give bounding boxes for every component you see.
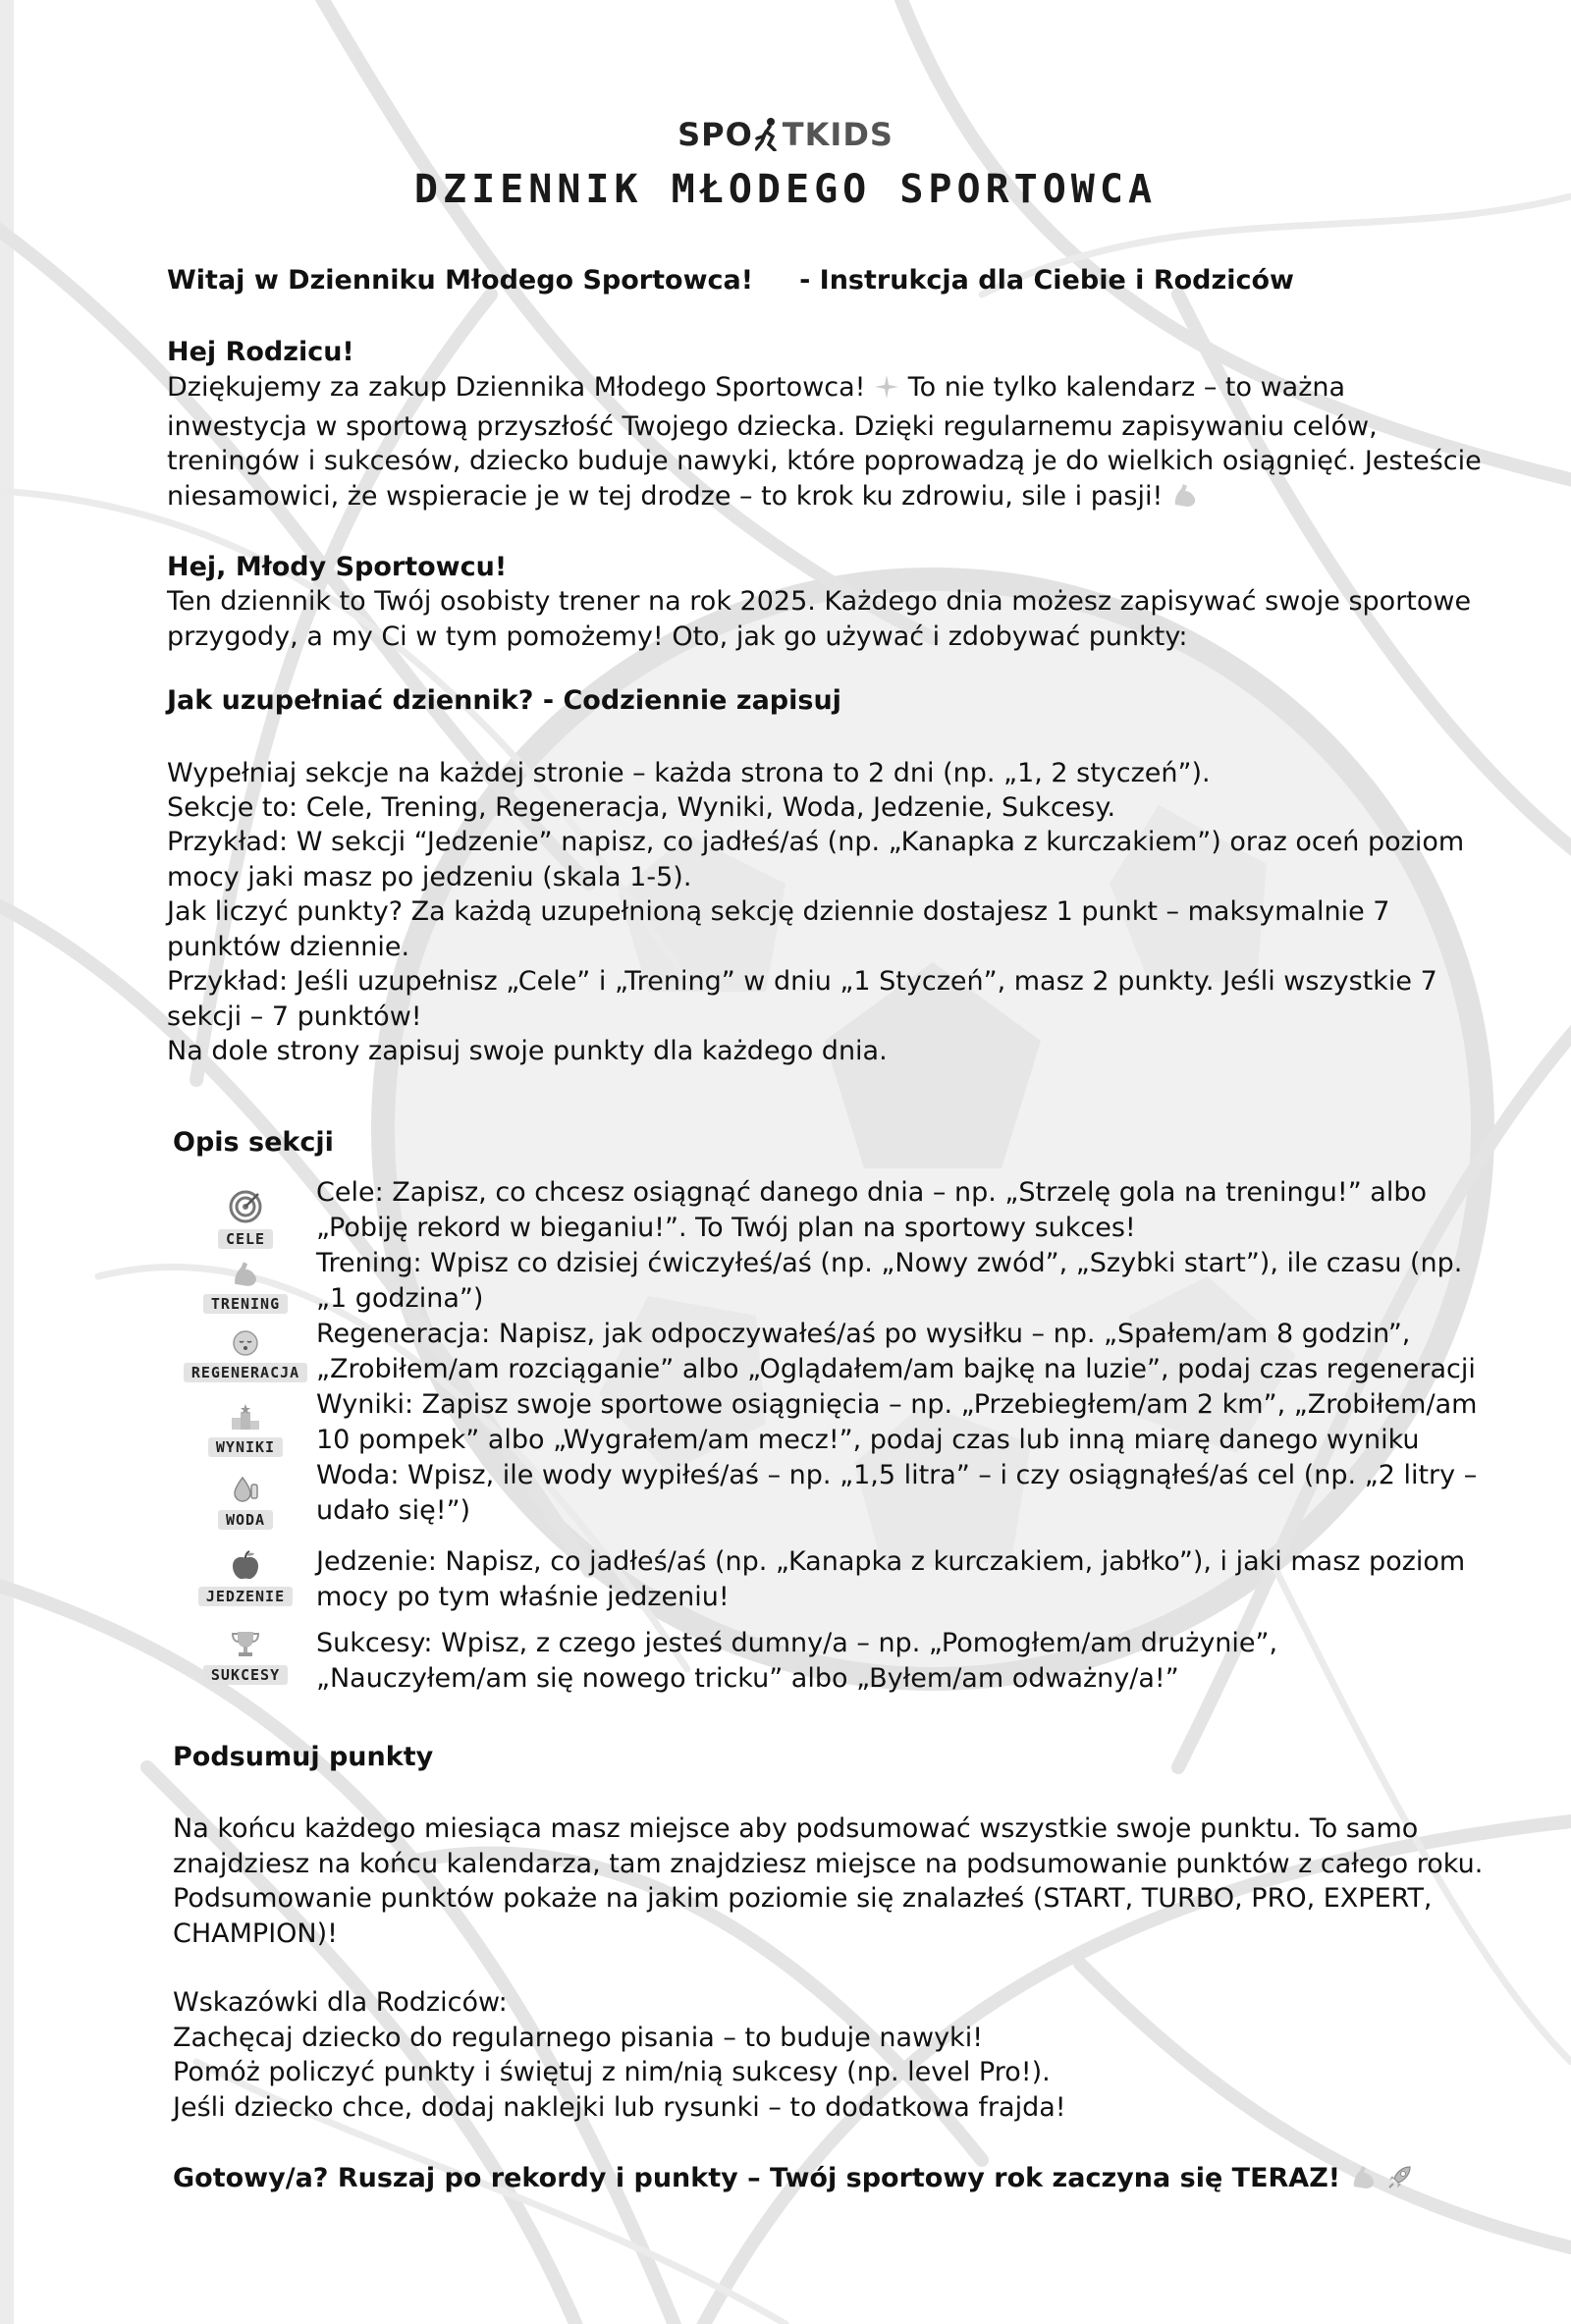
section-icon-wyniki [177,1402,314,1457]
closing-text: Gotowy/a? Ruszaj po rekordy i punkty – Twój sportowy rok zaczyna się TERAZ! [173,2163,1341,2193]
summary-heading: Podsumuj punkty [173,1742,434,1772]
section-icon-woda [177,1475,314,1530]
water-icon [231,1475,260,1504]
page-title: DZIENNIK MŁODEGO SPORTOWCA [413,167,1158,212]
flexed-biceps-icon [1350,2163,1378,2200]
kid-paragraph: Ten dziennik to Twój osobisty trener na rok 2025. Każdego dnia możesz zapisywać swoje sportowe przygody, a my Ci w tym pomożemy! Oto, jak go używać i zdobywać punkty: [167,586,1472,652]
section-icon-trening [177,1259,314,1314]
sleep-icon [232,1329,259,1357]
section-text-regeneracja: Regeneracja: Napisz, jak odpoczywałeś/aś po wysiłku – np. „Spałem/am 8 godzin”, „Zrobiłem/am rozciąganie” albo „Oglądałem/am bajkę na luzie”, podaj czas regeneracji [316,1319,1476,1384]
welcome-text: Witaj w Dzienniku Młodego Sportowca! [167,265,754,296]
how-line-3: Przykład: W sekcji “Jedzenie” napisz, co jadłeś/aś (np. „Kanapka z kurczakiem”) oraz oceń poziom mocy jaki masz po jedzeniu (skala 1-5). [167,827,1465,892]
instruction-text: - Instrukcja dla Ciebie i Rodziców [799,265,1294,296]
section-text-cele: Cele: Zapisz, co chcesz osiągnąć danego dnia – np. „Strzelę gola na treningu!” albo „Pobiję rekord w bieganiu!”. To Twój plan na sportowy sukces! [316,1177,1428,1243]
podium-icon [231,1402,260,1432]
logo-text-right: TKIDS [782,116,894,153]
section-tag-sukcesy: SUKCESY [203,1665,288,1685]
intro-line [167,263,1483,298]
section-tag-wyniki: WYNIKI [208,1437,283,1457]
sections-heading: Opis sekcji [173,1127,334,1158]
brand-logo [0,116,1571,159]
tips-heading: Wskazówki dla Rodziców: [173,1987,508,2018]
flexed-biceps-icon [1171,481,1199,518]
parent-paragraph [167,370,1483,517]
logo-text-left: SPO [677,116,753,153]
tips-line-1: Zachęcaj dziecko do regularnego pisania – to buduje nawyki! [173,2023,984,2053]
apple-icon [230,1549,261,1581]
parent-text-b: To nie tylko kalendarz – to ważna inwestycja w sportową przyszłość Twojego dziecka. Dzięki regularnemu zapisywaniu celów, treningów i sukcesów, dziecko buduje nawyki, które poprowadzą je do wielkich osiągnięć. Jesteście niesamowici, że wspieracie je w tej drodze – to krok ku zdrowiu, sile i pasji! [167,372,1482,512]
how-line-2: Sekcje to: Cele, Trening, Regeneracja, Wyniki, Woda, Jedzenie, Sukcesy. [167,792,1116,823]
section-tag-jedzenie: JEDZENIE [198,1587,293,1606]
how-line-4: Jak liczyć punkty? Za każdą uzupełnioną sekcję dziennie dostajesz 1 punkt – maksymalnie 7 punktów dziennie. [167,896,1390,962]
kid-heading: Hej, Młody Sportowcu! [167,552,508,582]
section-icon-cele [177,1190,314,1249]
trophy-icon [230,1630,261,1659]
section-tag-cele: CELE [218,1229,273,1249]
target-icon [229,1190,262,1223]
sparkle-icon [874,374,899,409]
section-icon-regeneracja [165,1329,326,1382]
section-tag-woda: WODA [218,1510,273,1530]
section-tag-regeneracja: REGENERACJA [184,1363,307,1382]
parent-heading: Hej Rodzicu! [167,337,354,367]
rocket-icon [1386,2163,1414,2200]
section-icon-jedzenie [177,1549,314,1606]
section-text-woda: Woda: Wpisz, ile wody wypiłeś/aś – np. „1,5 litra” – i czy osiągnąłeś/aś cel (np. „2 litry – udało się!”) [316,1460,1478,1526]
summary-paragraph: Na końcu każdego miesiąca masz miejsce aby podsumować wszystkie swoje punktu. To samo znajdziesz na końcu kalendarza, tam znajdziesz miejsce na podsumowanie punktów z całego roku. Podsumowanie punktów pokaże na jakim poziomie się znalazłeś (START, TURBO, PRO, EXPERT, CHAMPION)! [173,1813,1484,1949]
how-heading: Jak uzupełniać dziennik? - Codziennie zapisuj [167,685,841,716]
tips-line-2: Pomóż policzyć punkty i świętuj z nim/nią sukcesy (np. level Pro!). [173,2057,1051,2087]
runner-icon [755,118,781,159]
section-text-jedzenie: Jedzenie: Napisz, co jadłeś/aś (np. „Kanapka z kurczakiem, jabłko”), i jaki masz poziom mocy po tym właśnie jedzeniu! [316,1546,1466,1612]
section-icon-sukcesy [177,1630,314,1685]
how-line-5: Przykład: Jeśli uzupełnisz „Cele” i „Trening” w dniu „1 Styczeń”, masz 2 punkty. Jeśli wszystkie 7 sekcji – 7 punktów! [167,966,1437,1032]
how-line-1: Wypełniaj sekcje na każdej stronie – każda strona to 2 dni (np. „1, 2 styczeń”). [167,758,1211,788]
section-text-trening: Trening: Wpisz co dzisiej ćwiczyłeś/aś (np. „Nowy zwód”, „Szybki start”), ile czasu (np. „1 godzina”) [316,1248,1463,1314]
section-text-wyniki: Wyniki: Zapisz swoje sportowe osiągnięcia – np. „Przebiegłem/am 2 km”, „Zrobiłem/am 10 pompek” albo „Wygrałem/am mecz!”, podaj czas lub inną miarę danego wyniku [316,1389,1478,1455]
tips-line-3: Jeśli dziecko chce, dodaj naklejki lub rysunki – to dodatkowa frajda! [173,2092,1066,2123]
section-tag-trening: TRENING [203,1294,288,1314]
muscle-icon [231,1259,260,1288]
parent-text-a: Dziękujemy za zakup Dziennika Młodego Sportowca! [167,372,866,403]
closing-line [173,2161,1489,2200]
how-line-6: Na dole strony zapisuj swoje punkty dla każdego dnia. [167,1036,888,1066]
section-text-sukcesy: Sukcesy: Wpisz, z czego jesteś dumny/a – np. „Pomogłem/am drużynie”, „Nauczyłem/am się nowego tricku” albo „Byłem/am odważny/a!” [316,1628,1278,1694]
